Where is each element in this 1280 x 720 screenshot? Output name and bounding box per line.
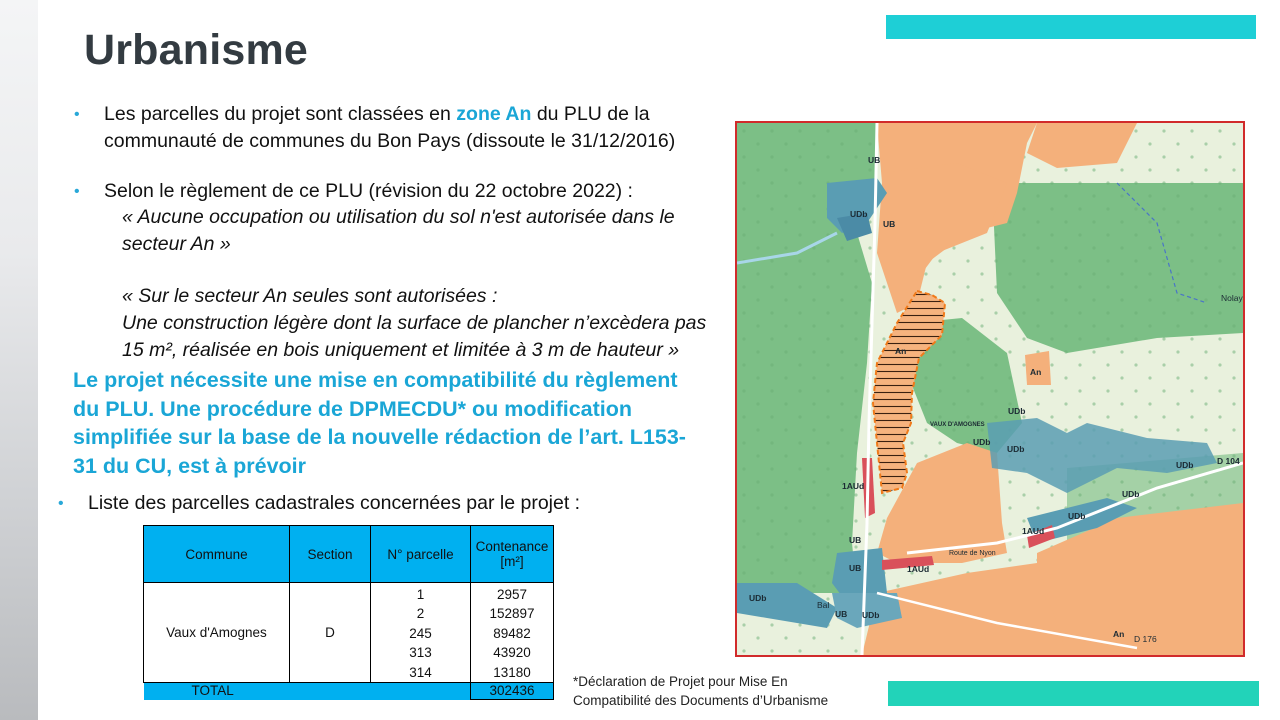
parcelle-1: 1	[416, 587, 425, 602]
bullet3-text: Liste des parcelles cadastrales concernées par le projet :	[88, 492, 581, 514]
bullet-dot-icon: •	[74, 106, 80, 123]
map-label-d104: D 104	[1217, 456, 1240, 466]
parcelle-313: 313	[409, 645, 432, 661]
bullet1-text-line2: communauté de communes du Bon Pays (dissoute le 31/12/2016)	[104, 130, 676, 152]
quote2-line1: « Sur le secteur An seules sont autorisées :	[122, 285, 498, 307]
map-label-udb6: UDb	[1068, 511, 1086, 521]
map-label-ub2: UB	[883, 219, 896, 229]
header-contenance	[471, 526, 554, 583]
map-label-an-bottom: An	[1113, 629, 1125, 639]
conclusion-line1: Le projet nécessite une mise en compatibilité du règlement	[73, 368, 678, 392]
map-label-ub4: UB	[849, 563, 862, 573]
table-total-row	[144, 683, 554, 700]
bullet2-intro: Selon le règlement de ce PLU (révision du 22 octobre 2022) :	[104, 180, 633, 202]
quote1-line2: secteur An »	[122, 233, 231, 255]
parcelle-245: 245	[409, 625, 432, 641]
quote2-line3: 15 m², réalisée en bois uniquement et limitée à 3 m de hauteur »	[122, 339, 680, 361]
cell-parcelles	[371, 583, 471, 683]
bullet-plu-regulation	[74, 178, 633, 205]
table-header-row	[144, 526, 554, 583]
map-label-udb5: UDb	[1122, 489, 1140, 499]
map-label-ub1: UB	[868, 155, 881, 165]
zoning-map-svg	[737, 123, 1243, 655]
contenance-314: 13180	[493, 664, 531, 680]
map-label-nolay: Nolay	[1221, 293, 1243, 303]
slide-title: Urbanisme	[84, 26, 309, 74]
map-label-1aud-2: 1AUd	[1022, 526, 1045, 536]
map-label-udb-right: UDb	[1176, 460, 1194, 470]
bullet1-text-part2: du PLU de la	[531, 103, 650, 125]
bullet-parcel-list	[58, 490, 581, 517]
map-label-an-main: An	[895, 346, 907, 356]
total-label: TOTAL	[144, 683, 471, 700]
map-label-udb1: UDb	[1008, 406, 1026, 416]
footnote	[573, 673, 828, 710]
bullet1-text-part1: Les parcelles du projet sont classées en	[104, 103, 457, 125]
map-label-udb-top: UDb	[850, 209, 868, 219]
bullet-dot-icon: •	[58, 495, 64, 512]
map-label-d176: D 176	[1134, 634, 1157, 644]
map-label-vaux: VAUX D'AMOGNES	[930, 422, 985, 428]
table-row	[144, 583, 554, 683]
map-label-udb-b2: UDb	[862, 610, 880, 620]
quote2-line2: Une construction légère dont la surface de plancher n’excèdera pas	[122, 312, 707, 334]
plu-zoning-map	[735, 121, 1245, 657]
contenance-313: 43920	[493, 645, 531, 661]
top-accent-bar	[886, 15, 1256, 39]
cell-contenances	[471, 583, 554, 683]
parcelle-314: 314	[409, 664, 432, 680]
map-label-1aud-1: 1AUd	[842, 481, 865, 491]
map-label-route: Route de Nyon	[949, 550, 996, 557]
conclusion-line2: du PLU. Une procédure de DPMECDU* ou modification	[73, 396, 633, 421]
bullet-dot-icon: •	[74, 183, 80, 200]
header-section: Section	[290, 526, 371, 583]
contenance-245: 89482	[493, 625, 531, 641]
zone-an-highlight: zone An	[456, 103, 532, 125]
contenance-1: 2957	[496, 587, 528, 602]
header-contenance-unit: [m²]	[500, 554, 524, 569]
bullet-zone-classification	[74, 101, 744, 155]
bottom-accent-bar	[888, 681, 1259, 706]
regulation-quote-1	[122, 204, 675, 258]
footnote-line1: *Déclaration de Projet pour Mise En	[573, 674, 788, 689]
map-label-ub5: UB	[835, 609, 848, 619]
header-commune: Commune	[144, 526, 290, 583]
map-label-udb-bottom: UDb	[749, 593, 767, 603]
parcels-table	[143, 525, 554, 700]
contenance-2: 152897	[489, 606, 535, 622]
quote1-line1: « Aucune occupation ou utilisation du sol n'est autorisée dans le	[122, 206, 675, 228]
header-contenance-label: Contenance	[475, 539, 549, 554]
map-label-an-right: An	[1030, 367, 1042, 377]
regulation-quote-2	[122, 283, 706, 364]
header-parcelle: N° parcelle	[371, 526, 471, 583]
map-label-udb2: UDb	[973, 437, 991, 447]
parcelle-2: 2	[416, 606, 425, 622]
cell-section: D	[290, 583, 371, 683]
map-label-udb3: UDb	[1007, 444, 1025, 454]
left-decorative-band	[0, 0, 38, 720]
map-label-1aud-3: 1AUd	[907, 564, 930, 574]
conclusion-line4: 31 du CU, est à prévoir	[73, 453, 306, 478]
conclusion-line3: simplifiée sur la base de la nouvelle rédaction de l’art. L153-	[73, 425, 686, 449]
conclusion-statement	[73, 366, 733, 480]
total-value: 302436	[471, 683, 554, 700]
footnote-line2: Compatibilité des Documents d’Urbanisme	[573, 692, 829, 708]
cell-commune: Vaux d'Amognes	[144, 583, 290, 683]
map-label-ub3: UB	[849, 535, 862, 545]
map-label-ba: Bal	[817, 600, 830, 610]
